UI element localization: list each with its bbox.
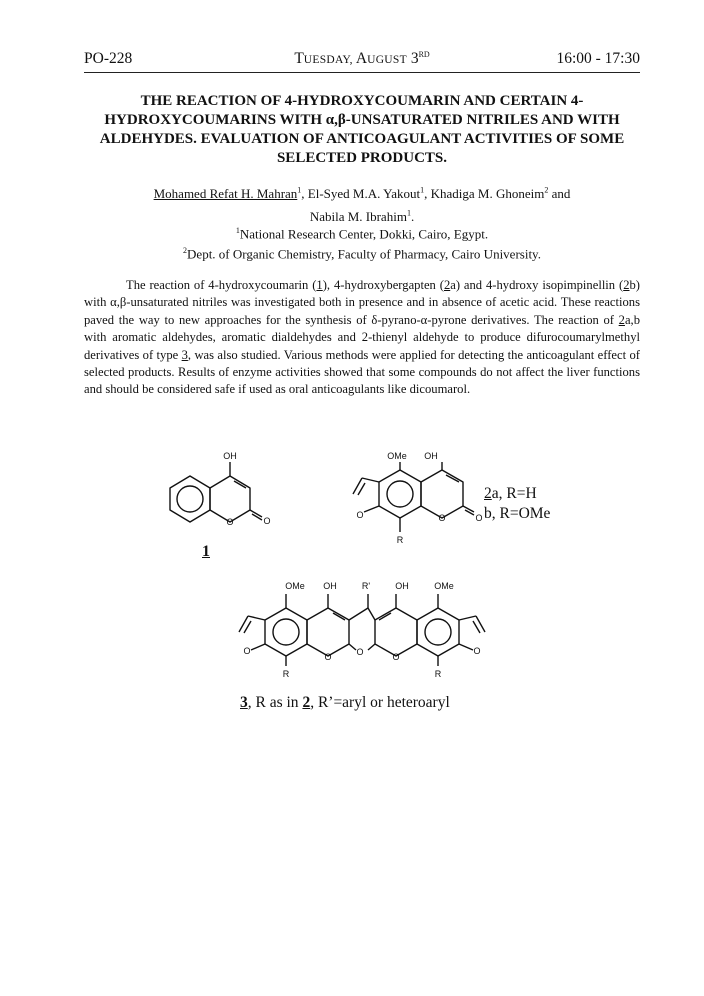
affiliation-1: $^1$National Research Center, Dokki, Cairo, Egypt. — [235, 226, 489, 242]
atom-r-2: R — [396, 535, 404, 545]
atom-ome-3a: OMe — [285, 581, 305, 591]
atom-oh-3a: OH — [323, 581, 337, 591]
author-list — [96, 181, 628, 226]
atom-o-3b: O — [356, 647, 364, 657]
page-header — [84, 50, 640, 73]
author-3: Khadiga M. Ghoneim$^2$ and — [430, 186, 571, 202]
atom-ome-2: OMe — [387, 451, 407, 461]
session-day-text: TUESDAY, AUGUST 3 — [294, 50, 419, 68]
atom-r-3b: R — [434, 669, 442, 679]
atom-r-3a: R — [282, 669, 290, 679]
atom-o-2b: O — [475, 513, 483, 523]
affiliation-2: $^2$Dept. of Organic Chemistry, Faculty of Pharmacy, Cairo University. — [183, 246, 541, 262]
atom-o-2a: O — [438, 513, 446, 523]
author-1: Mohamed Refat H. Mahran$^1$, — [153, 186, 308, 202]
paper-title: THE REACTION OF 4-HYDROXYCOUMARIN AND CERTAIN 4-HYDROXYCOUMARINS WITH α,β-UNSATURATED NITRILES AND WITH ALDEHYDES. EVALUATION OF ANTICOAGULANT ACTIVITIES OF SOME SELECTED PRODUCTS. — [99, 93, 625, 166]
session-day-sup: RD — [418, 50, 430, 59]
compound-3-caption: 3, R as in 2, R’=aryl or heteroaryl — [240, 694, 450, 711]
compound-2b-label: b, R=OMe — [484, 505, 551, 522]
affiliations — [96, 222, 628, 263]
compound-1-label: 1 — [202, 543, 210, 560]
atom-ome-3b: OMe — [434, 581, 454, 591]
atom-o-1a: O — [226, 517, 234, 527]
atom-o-2-furan: O — [356, 510, 364, 520]
author-2: El-Syed M.A. Yakout$^1$, — [307, 186, 431, 202]
reaction-scheme-structures — [0, 440, 704, 730]
atom-o-1b: O — [263, 516, 271, 526]
compound-1-structure — [170, 462, 262, 522]
compound-2-labels — [484, 484, 550, 524]
atom-o-3a: O — [324, 652, 332, 662]
session-time: 16:00 - 17:30 — [556, 50, 640, 67]
compound-2a-label: 2a, R=H — [484, 485, 537, 502]
atom-oh-2: OH — [424, 451, 438, 461]
author-4: Nabila M. Ibrahim$^1$. — [309, 208, 415, 224]
compound-2-structure — [353, 462, 474, 532]
poster-code: PO-228 — [84, 50, 133, 67]
abstract-text: The reaction of 4-hydroxycoumarin (1), 4-hydroxybergapten (2a) and 4-hydroxy isopimpinellin (2b) with α,β-unsaturated nitriles was investigated both in presence and in absence of acetic acid. These reactions paved the way to new approaches for the synthesis of δ-pyrano-α-pyrone derivatives. The reaction of 2a,b with aromatic aldehydes, aromatic dialdehydes and 2-thienyl aldehyde to produce difurocoumarylmethyl derivatives of type 3, was also studied. Various methods were applied for detecting the anticoagulant effect of selected products. Results of enzyme activities showed that some compounds do not affect the liver functions and should be considered safe if used as oral anticoagulants like dicoumarol. — [84, 278, 640, 397]
atom-oh-1: OH — [223, 451, 237, 461]
atom-rp-3: R' — [361, 581, 371, 591]
atom-o-3-furan-left: O — [243, 646, 251, 656]
atom-o-3c: O — [392, 652, 400, 662]
atom-oh-3b: OH — [395, 581, 409, 591]
atom-o-3-furan-right: O — [473, 646, 481, 656]
